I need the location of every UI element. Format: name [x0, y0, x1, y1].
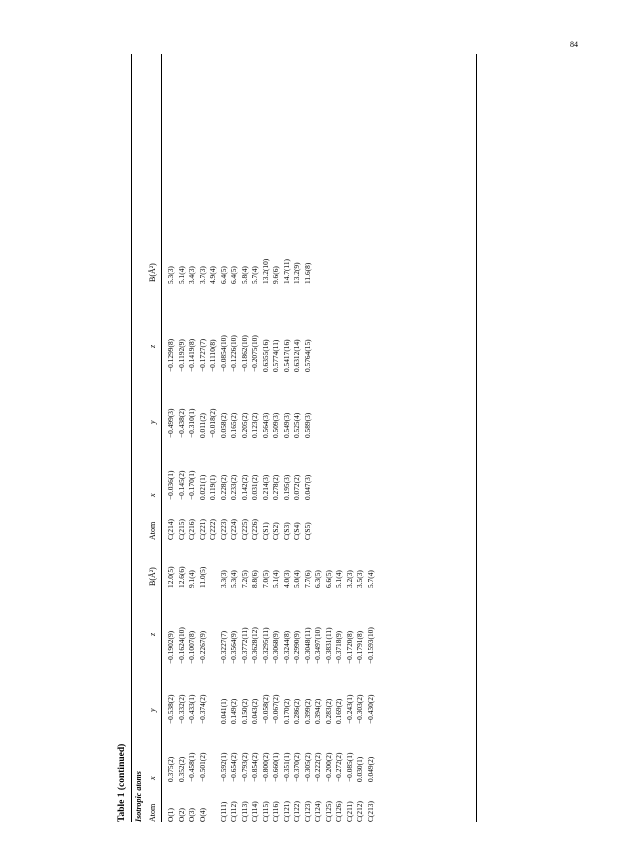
- cell: C(226): [250, 519, 259, 540]
- cell: C(S4): [292, 522, 301, 540]
- header-y-left-text: y: [148, 708, 157, 712]
- cell: −0.1727(7): [197, 338, 207, 372]
- cell: 0.043(2): [250, 698, 259, 724]
- cell: 0.564(3): [260, 412, 270, 438]
- header-rule: [161, 54, 162, 822]
- cell: −0.305(2): [302, 752, 312, 782]
- cell: C(125): [323, 801, 333, 822]
- cell: C(224): [229, 519, 238, 540]
- cell: −0.3295(11): [260, 627, 270, 664]
- cell: 0.278(2): [271, 474, 280, 500]
- cell: C(116): [271, 801, 280, 822]
- cell: 0.228(2): [218, 474, 228, 500]
- col-b-left: [166, 566, 376, 588]
- row-gap: [208, 695, 219, 724]
- cell: −0.243(1): [344, 694, 354, 724]
- cell: 7.2(5): [239, 570, 249, 588]
- cell: 0.011(2): [197, 413, 207, 438]
- cell: C(214): [166, 519, 175, 540]
- cell: 0.170(2): [281, 698, 291, 724]
- col-z-right: [166, 335, 313, 372]
- cell: 0.165(2): [229, 412, 238, 438]
- cell: −0.3628(12): [250, 627, 259, 664]
- cell: 13.2(9): [292, 262, 301, 284]
- cell: 8.8(6): [250, 570, 259, 588]
- cell: C(S3): [281, 522, 291, 540]
- cell: 0.041(1): [218, 698, 228, 724]
- cell: 9.1(4): [187, 570, 196, 588]
- cell: −0.538(2): [166, 694, 175, 724]
- row-gap: [208, 801, 219, 822]
- cell: 0.549(3): [281, 412, 291, 438]
- cell: C(215): [176, 519, 186, 540]
- cell: −0.3227(7): [218, 630, 228, 664]
- cell: 5.3(3): [166, 266, 175, 284]
- cell: −0.3068(9): [271, 630, 280, 664]
- cell: −0.351(1): [281, 752, 291, 782]
- cell: −0.499(3): [166, 408, 175, 438]
- cell: −0.1419(8): [187, 338, 196, 372]
- cell: −0.1299(8): [166, 338, 175, 372]
- cell: 0.049(2): [365, 756, 375, 782]
- header-x-left-text: x: [148, 776, 157, 780]
- row-gap: [208, 566, 219, 588]
- cell: O(2): [176, 808, 186, 822]
- cell: C(221): [197, 519, 207, 540]
- header-y-right-text: y: [148, 420, 157, 424]
- cell: C(124): [313, 801, 322, 822]
- cell: −0.085(1): [344, 752, 354, 782]
- cell: −0.793(2): [239, 752, 249, 782]
- cell: C(121): [281, 801, 291, 822]
- col-atom-left: [166, 801, 376, 822]
- cell: 0.031(2): [250, 474, 259, 500]
- cell: O(3): [187, 808, 196, 822]
- cell: −0.3831(11): [323, 627, 333, 664]
- table-caption: Table 1 (continued): [117, 743, 127, 822]
- table-subtitle: Isotropic atoms: [134, 771, 143, 822]
- cell: C(216): [187, 519, 196, 540]
- cell: 0.072(2): [292, 474, 301, 500]
- cell: C(126): [334, 801, 343, 822]
- cell: −0.433(1): [187, 694, 196, 724]
- cell: 0.205(2): [239, 412, 249, 438]
- cell: −0.854(2): [250, 752, 259, 782]
- cell: C(111): [218, 801, 228, 822]
- cell: 5.1(4): [271, 570, 280, 588]
- cell: 0.214(3): [260, 474, 270, 500]
- header-x-left: [148, 776, 157, 780]
- cell: −0.501(2): [197, 752, 207, 782]
- header-z-right-text: z: [148, 344, 157, 348]
- cell: 0.021(1): [197, 474, 207, 500]
- cell: C(S2): [271, 522, 280, 540]
- cell: −0.1720(8): [344, 630, 354, 664]
- row-gap: [208, 627, 219, 664]
- cell: −0.1593(10): [365, 627, 375, 664]
- cell: −0.272(2): [334, 752, 343, 782]
- cell: 0.6355(16): [260, 339, 270, 372]
- cell: O(4): [197, 808, 207, 822]
- cell: −0.0854(10): [218, 335, 228, 372]
- cell: −0.800(2): [260, 752, 270, 782]
- cell: 0.283(2): [323, 698, 333, 724]
- cell: 0.5774(11): [271, 339, 280, 372]
- cell: 5.3(4): [229, 570, 238, 588]
- cell: −0.310(1): [187, 408, 196, 438]
- cell: C(213): [365, 801, 375, 822]
- cell: −0.1791(8): [355, 630, 364, 664]
- cell: 6.4(5): [229, 266, 238, 284]
- cell: C(225): [239, 519, 249, 540]
- cell: 6.6(5): [323, 570, 333, 588]
- cell: −0.2990(9): [292, 630, 301, 664]
- col-atom-right: [166, 519, 313, 540]
- bottom-rule: [476, 54, 477, 822]
- cell: 0.375(2): [166, 756, 175, 782]
- cell: 12.6(6): [176, 566, 186, 588]
- cell: −0.1862(10): [239, 335, 249, 372]
- cell: 0.123(2): [250, 412, 259, 438]
- header-b-right: B(Å²): [148, 263, 157, 282]
- header-y-right: [148, 420, 157, 424]
- cell: 3.2(3): [344, 570, 354, 588]
- cell: −0.374(2): [197, 694, 207, 724]
- cell: 7.0(5): [260, 570, 270, 588]
- cell: 0.047(3): [302, 474, 312, 500]
- cell: 13.2(10): [260, 258, 270, 284]
- col-y-left: [166, 695, 376, 724]
- cell: 5.1(4): [334, 570, 343, 588]
- cell: 0.394(2): [313, 698, 322, 724]
- cell: 0.142(2): [239, 474, 249, 500]
- cell: 4.9(4): [208, 266, 217, 284]
- cell: C(115): [260, 801, 270, 822]
- cell: 0.150(2): [239, 698, 249, 724]
- cell: C(212): [355, 801, 364, 822]
- cell: C(123): [302, 801, 312, 822]
- cell: −0.592(1): [218, 752, 228, 782]
- cell: 4.0(3): [281, 570, 291, 588]
- cell: −0.458(1): [187, 752, 196, 782]
- cell: −0.1902(9): [166, 630, 175, 664]
- cell: −0.303(2): [355, 694, 364, 724]
- cell: O(1): [166, 808, 175, 822]
- header-b-left: B(Å²): [148, 567, 157, 586]
- cell: −0.370(2): [292, 752, 301, 782]
- cell: −0.036(1): [166, 470, 175, 500]
- cell: −0.3048(11): [302, 627, 312, 664]
- cell: 0.119(1): [208, 475, 217, 500]
- row-gap: [208, 753, 219, 782]
- cell: −0.3564(9): [229, 630, 238, 664]
- header-atom-right: Atom: [148, 521, 157, 540]
- cell: C(223): [218, 519, 228, 540]
- cell: −0.1110(8): [208, 339, 217, 372]
- cell: −0.332(2): [176, 694, 186, 724]
- header-x-right: [148, 493, 157, 497]
- cell: −0.200(2): [323, 752, 333, 782]
- cell: 0.5417(16): [281, 339, 291, 372]
- cell: 0.589(3): [302, 412, 312, 438]
- cell: −0.067(2): [271, 694, 280, 724]
- col-y-right: [166, 409, 313, 438]
- cell: −0.1624(10): [176, 627, 186, 664]
- cell: 0.058(2): [218, 412, 228, 438]
- cell: C(113): [239, 801, 249, 822]
- header-z-left: [148, 633, 157, 636]
- header-z-left-text: z: [148, 632, 157, 636]
- cell: −0.430(2): [365, 694, 375, 724]
- header-z-right: [148, 345, 157, 348]
- cell: −0.438(2): [176, 408, 186, 438]
- cell: −0.3772(11): [239, 627, 249, 664]
- cell: 0.525(4): [292, 412, 301, 438]
- cell: 0.6312(14): [292, 339, 301, 372]
- cell: 5.7(4): [250, 266, 259, 284]
- cell: C(S5): [302, 522, 312, 540]
- cell: −0.3497(10): [313, 627, 322, 664]
- page-number: 84: [570, 40, 578, 49]
- cell: 14.7(11): [281, 259, 291, 284]
- rotated-table: [117, 54, 477, 822]
- cell: 0.509(3): [271, 412, 280, 438]
- cell: 5.0(4): [292, 570, 301, 588]
- col-x-right: [166, 471, 313, 500]
- cell: 6.3(5): [313, 570, 322, 588]
- cell: 0.149(2): [229, 698, 238, 724]
- cell: 7.7(6): [302, 570, 312, 588]
- header-x-right-text: x: [148, 493, 157, 497]
- col-b-right: [166, 259, 313, 284]
- cell: −0.1192(9): [176, 339, 186, 372]
- col-z-left: [166, 627, 376, 664]
- cell: 3.4(3): [187, 266, 196, 284]
- cell: −0.660(1): [271, 752, 280, 782]
- cell: 11.0(5): [197, 566, 207, 588]
- cell: 12.0(5): [166, 566, 175, 588]
- cell: 3.5(3): [355, 570, 364, 588]
- cell: 0.169(2): [334, 698, 343, 724]
- cell: −0.2267(9): [197, 630, 207, 664]
- cell: −0.222(2): [313, 752, 322, 782]
- cell: 11.6(8): [302, 262, 312, 284]
- cell: 6.4(5): [218, 266, 228, 284]
- cell: −0.654(2): [229, 752, 238, 782]
- top-rule: [131, 54, 132, 822]
- col-x-left: [166, 753, 376, 782]
- cell: C(112): [229, 801, 238, 822]
- cell: 9.6(6): [271, 266, 280, 284]
- cell: −0.3244(8): [281, 630, 291, 664]
- cell: 5.7(4): [365, 570, 375, 588]
- cell: −0.2075(10): [250, 335, 259, 372]
- cell: 3.3(3): [218, 570, 228, 588]
- cell: −0.1007(8): [187, 630, 196, 664]
- cell: 5.8(4): [239, 266, 249, 284]
- cell: −0.1226(10): [229, 335, 238, 372]
- cell: 0.233(2): [229, 474, 238, 500]
- cell: C(122): [292, 801, 301, 822]
- cell: 0.5764(15): [302, 339, 312, 372]
- header-atom-left: Atom: [148, 803, 157, 822]
- cell: 0.286(2): [292, 698, 301, 724]
- cell: 0.399(2): [302, 698, 312, 724]
- cell: 5.1(4): [176, 266, 186, 284]
- cell: 0.030(1): [355, 756, 364, 782]
- cell: −0.018(2): [208, 408, 217, 438]
- cell: C(114): [250, 801, 259, 822]
- cell: −0.145(2): [176, 470, 186, 500]
- cell: C(211): [344, 801, 354, 822]
- cell: −0.170(1): [187, 470, 196, 500]
- cell: −0.058(2): [260, 694, 270, 724]
- cell: C(222): [208, 519, 217, 540]
- cell: −0.3718(9): [334, 630, 343, 664]
- cell: 0.352(2): [176, 756, 186, 782]
- cell: 0.195(3): [281, 474, 291, 500]
- header-y-left: [148, 708, 157, 712]
- cell: 3.7(3): [197, 266, 207, 284]
- cell: C(S1): [260, 522, 270, 540]
